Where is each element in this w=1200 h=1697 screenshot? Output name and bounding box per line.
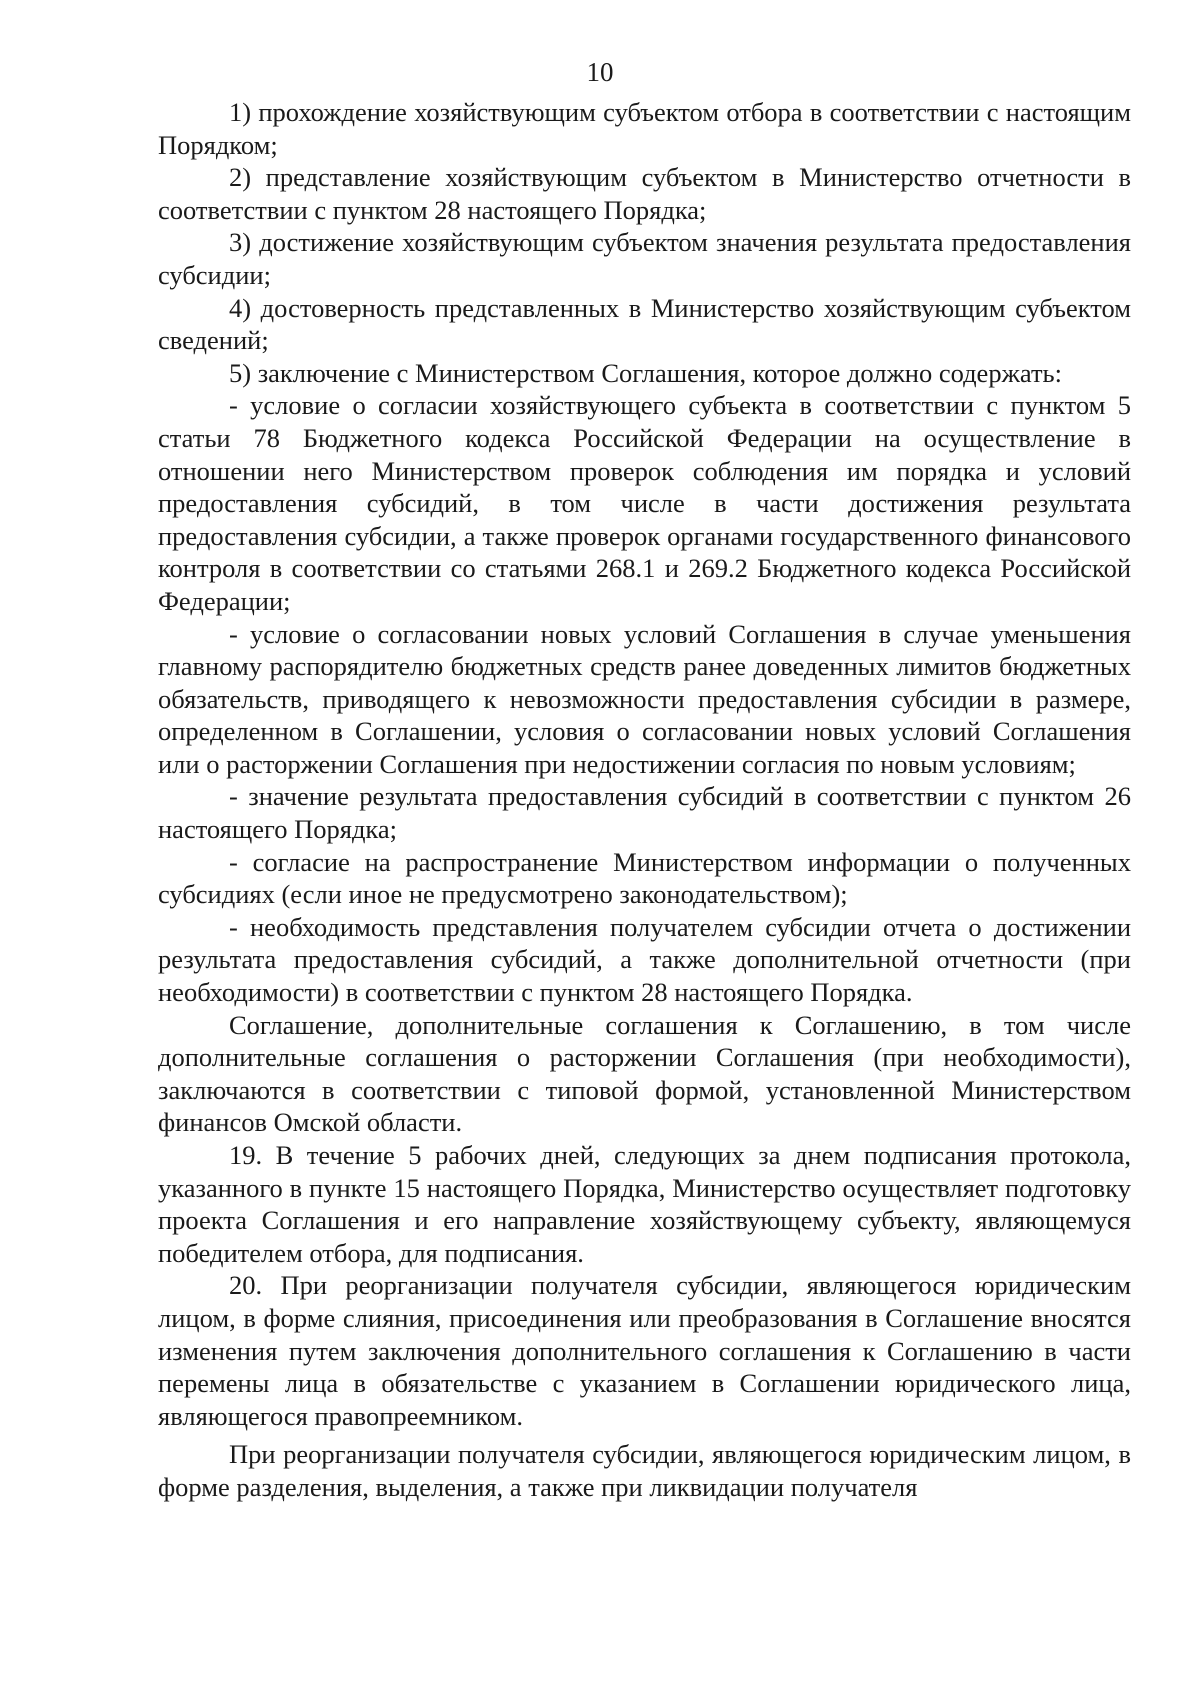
paragraph-clause-20: 20. При реорганизации получателя субсидии, являющегося юридическим лицом, в форме слияния, присоединения или преобразования в Соглашение вносятся изменения путем заключения дополнительного соглашения к Соглашению в части перемены лица в обязательстве с указанием в Соглашении юридического лица, являющегося правопреемником. xyxy=(158,1270,1131,1431)
paragraph-item-1: 1) прохождение хозяйствующим субъектом отбора в соответствии с настоящим Порядком; xyxy=(158,97,1131,160)
paragraph-item-5: 5) заключение с Министерством Соглашения, которое должно содержать: xyxy=(229,357,1062,388)
paragraph-condition-audit: - условие о согласии хозяйствующего субъекта в соответствии с пунктом 5 статьи 78 Бюджетного кодекса Российской Федерации на осуществление в отношении него Министерством проверок соблюдения им порядка и условий предоставления субсидий, в том числе в части достижения результата предоставления субсидии, а также проверок органами государственного финансового контроля в соответствии со статьями 268.1 и 269.2 Бюджетного кодекса Российской Федерации; xyxy=(158,390,1131,616)
paragraph-item-3: 3) достижение хозяйствующим субъектом значения результата предоставления субсидии; xyxy=(158,227,1131,290)
paragraph-result-value: - значение результата предоставления субсидий в соответствии с пунктом 26 настоящего Порядка; xyxy=(158,781,1131,845)
paragraph-item-4: 4) достоверность представленных в Министерство хозяйствующим субъектом сведений; xyxy=(158,292,1131,356)
paragraph-condition-new-terms: - условие о согласовании новых условий Соглашения в случае уменьшения главному распорядителю бюджетных средств ранее доведенных лимитов бюджетных обязательств, приводящего к невозможности предоставления субсидии в размере, определенном в Соглашении, условия о согласовании новых условий Соглашения или о расторжении Соглашения при недостижении согласия по новым условиям; xyxy=(158,618,1131,779)
paragraph-reporting: - необходимость представления получателем субсидии отчета о достижении результата предоставления субсидий, а также дополнительной отчетности (при необходимости) в соответствии с пунктом 28 настоящего Порядка. xyxy=(158,911,1131,1008)
paragraph-clause-19: 19. В течение 5 рабочих дней, следующих за днем подписания протокола, указанного в пункте 15 настоящего Порядка, Министерство осуществляет подготовку проекта Соглашения и его направление хозяйствующему субъекту, являющемуся победителем отбора, для подписания. xyxy=(158,1140,1131,1268)
paragraph-item-2: 2) представление хозяйствующим субъектом в Министерство отчетности в соответствии с пунктом 28 настоящего Порядка; xyxy=(158,162,1131,225)
paragraph-consent: - согласие на распространение Министерством информации о полученных субсидиях (если иное не предусмотрено законодательством); xyxy=(158,846,1131,910)
paragraph-agreement-form: Соглашение, дополнительные соглашения к Соглашению, в том числе дополнительные соглашения о расторжении Соглашения (при необходимости), заключаются в соответствии с типовой формой, установленной Министерством финансов Омской области. xyxy=(158,1009,1131,1138)
page-number: 10 xyxy=(586,57,614,87)
paragraph-reorganization: При реорганизации получателя субсидии, являющегося юридическим лицом, в форме разделения, выделения, а также при ликвидации получателя xyxy=(158,1439,1131,1502)
document-body xyxy=(158,96,1131,1504)
